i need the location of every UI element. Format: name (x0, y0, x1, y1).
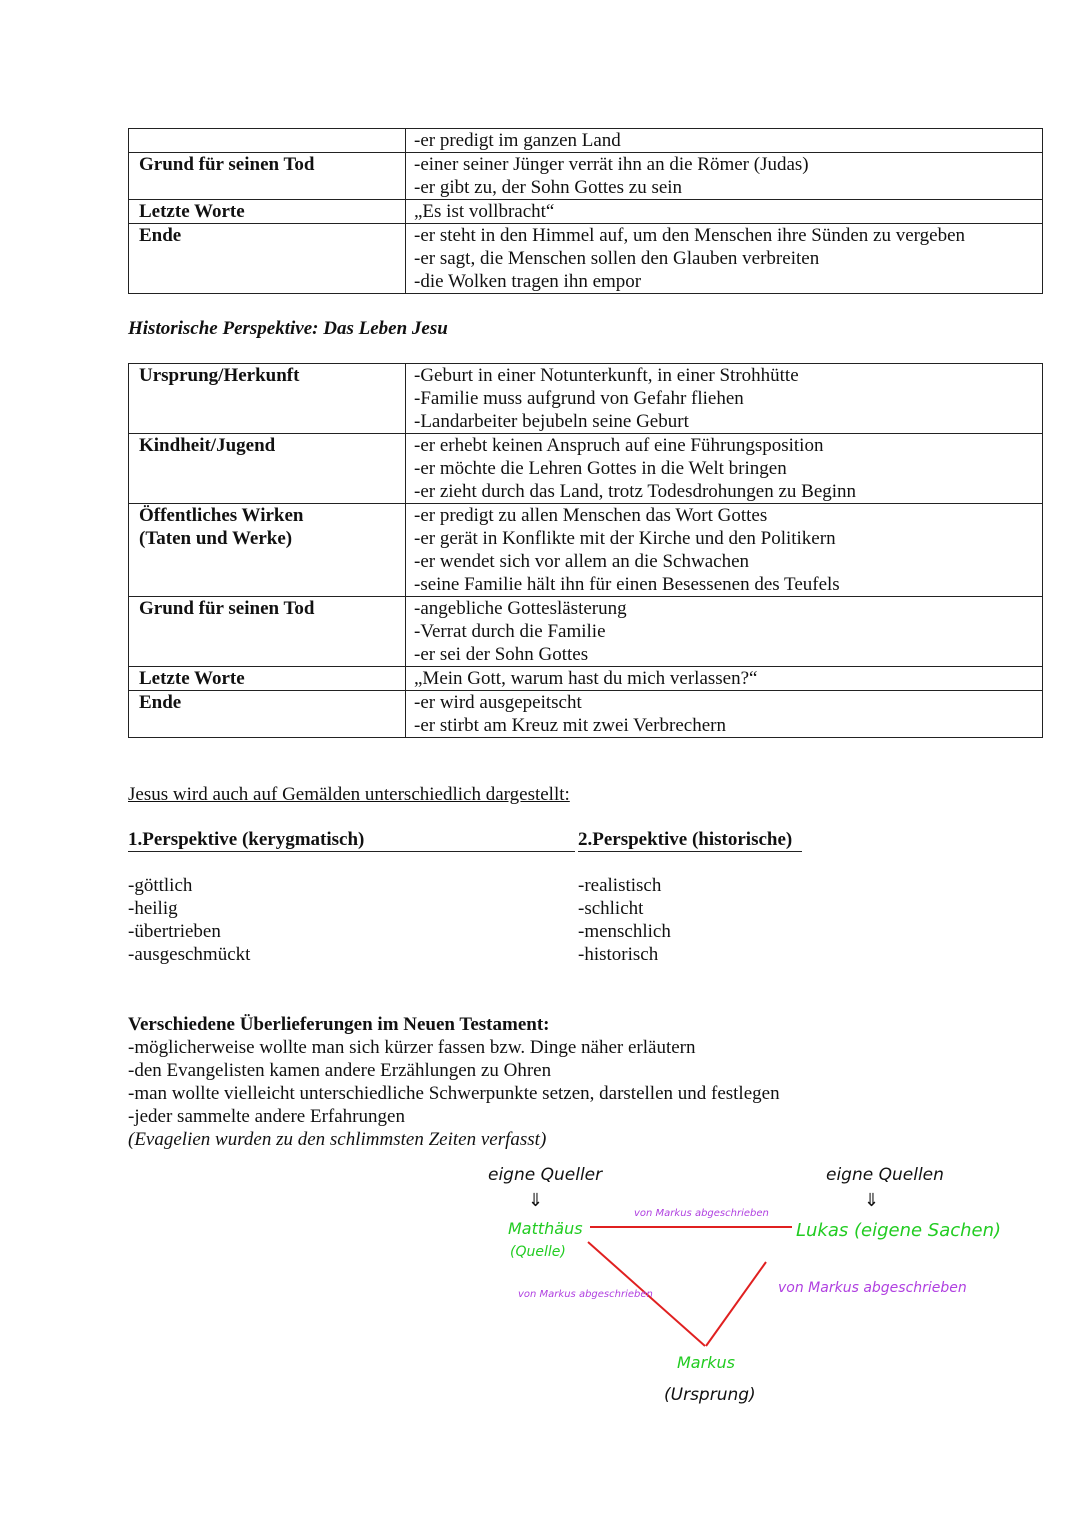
list-item: -den Evangelisten kamen andere Erzählungen zu Ohren (128, 1060, 552, 1081)
row-content: -er erhebt keinen Anspruch auf eine Führungsposition -er möchte die Lehren Gottes in die Welt bringen -er zieht durch das Land, trotz Todesdrohungen zu Beginn (406, 434, 1043, 504)
edge-lukas-markus (706, 1262, 766, 1346)
list-item: -historisch (578, 944, 659, 965)
row-content: -er wird ausgepeitscht -er stirbt am Kreuz mit zwei Verbrechern (406, 691, 1043, 738)
left-source-label: eigne Queller (488, 1165, 603, 1185)
list-item: -übertrieben (128, 921, 221, 942)
markus-label: Markus (677, 1353, 735, 1372)
row-label: Grund für seinen Tod (129, 153, 406, 200)
paintings-intro: Jesus wird auch auf Gemälden unterschiedlich dargestellt: (128, 784, 570, 805)
right-edge-label: von Markus abgeschrieben (778, 1280, 967, 1296)
historical-section-title: Historische Perspektive: Das Leben Jesu (128, 318, 448, 339)
list-item: -heilig (128, 898, 178, 919)
row-label: Grund für seinen Tod (129, 597, 406, 667)
list-item: -jeder sammelte andere Erfahrungen (128, 1106, 405, 1127)
row-label: Ende (129, 224, 406, 294)
list-item: -ausgeschmückt (128, 944, 251, 965)
list-item: -menschlich (578, 921, 671, 942)
list-item: -möglicherweise wollte man sich kürzer fassen bzw. Dinge näher erläutern (128, 1037, 696, 1058)
row-label: Letzte Worte (129, 200, 406, 224)
list-item: -man wollte vielleicht unterschiedliche Schwerpunkte setzen, darstellen und festlegen (128, 1083, 780, 1104)
row-content: -Geburt in einer Notunterkunft, in einer Strohhütte -Familie muss aufgrund von Gefahr fliehen -Landarbeiter bejubeln seine Geburt (406, 364, 1043, 434)
traditions-title: Verschiedene Überlieferungen im Neuen Testament: (128, 1014, 550, 1035)
right-source-label: eigne Quellen (826, 1165, 944, 1185)
lukas-label: Lukas (eigene Sachen) (796, 1220, 1002, 1241)
down-arrow-icon: ⇓ (528, 1190, 544, 1211)
matthaeus-note: (Quelle) (510, 1244, 566, 1260)
row-content: -angebliche Gotteslästerung -Verrat durch die Familie -er sei der Sohn Gottes (406, 597, 1043, 667)
perspective-1-title: 1.Perspektive (kerygmatisch) (128, 829, 575, 852)
row-label: Ende (129, 691, 406, 738)
row-label: Letzte Worte (129, 667, 406, 691)
markus-note: (Ursprung) (664, 1385, 756, 1405)
row-label: Öffentliches Wirken (Taten und Werke) (129, 504, 406, 597)
row-content: -er steht in den Himmel auf, um den Menschen ihre Sünden zu vergeben -er sagt, die Menschen sollen den Glauben verbreiten -die Wolken tragen ihn empor (406, 224, 1043, 294)
row-content: -er predigt zu allen Menschen das Wort Gottes -er gerät in Konflikte mit der Kirche und den Politikern -er wendet sich vor allem an die Schwachen -seine Familie hält ihn für einen Besessenen des Teufels (406, 504, 1043, 597)
row-label: Ursprung/Herkunft (129, 364, 406, 434)
row-content: -er predigt im ganzen Land (406, 129, 1043, 153)
row-label: Kindheit/Jugend (129, 434, 406, 504)
list-item: -göttlich (128, 875, 193, 896)
row-content: -einer seiner Jünger verrät ihn an die Römer (Judas) -er gibt zu, der Sohn Gottes zu sein (406, 153, 1043, 200)
row-content: „Es ist vollbracht“ (406, 200, 1043, 224)
list-item: -realistisch (578, 875, 662, 896)
left-edge-label: von Markus abgeschrieben (518, 1289, 653, 1300)
list-item: -schlicht (578, 898, 644, 919)
matthaeus-label: Matthäus (508, 1219, 583, 1238)
row-content: „Mein Gott, warum hast du mich verlassen?“ (406, 667, 1043, 691)
traditions-note: (Evagelien wurden zu den schlimmsten Zeiten verfasst) (128, 1129, 547, 1150)
perspective-2-title: 2.Perspektive (historische) (578, 829, 802, 852)
top-edge-label: von Markus abgeschrieben (634, 1208, 769, 1219)
down-arrow-icon: ⇓ (864, 1190, 880, 1211)
